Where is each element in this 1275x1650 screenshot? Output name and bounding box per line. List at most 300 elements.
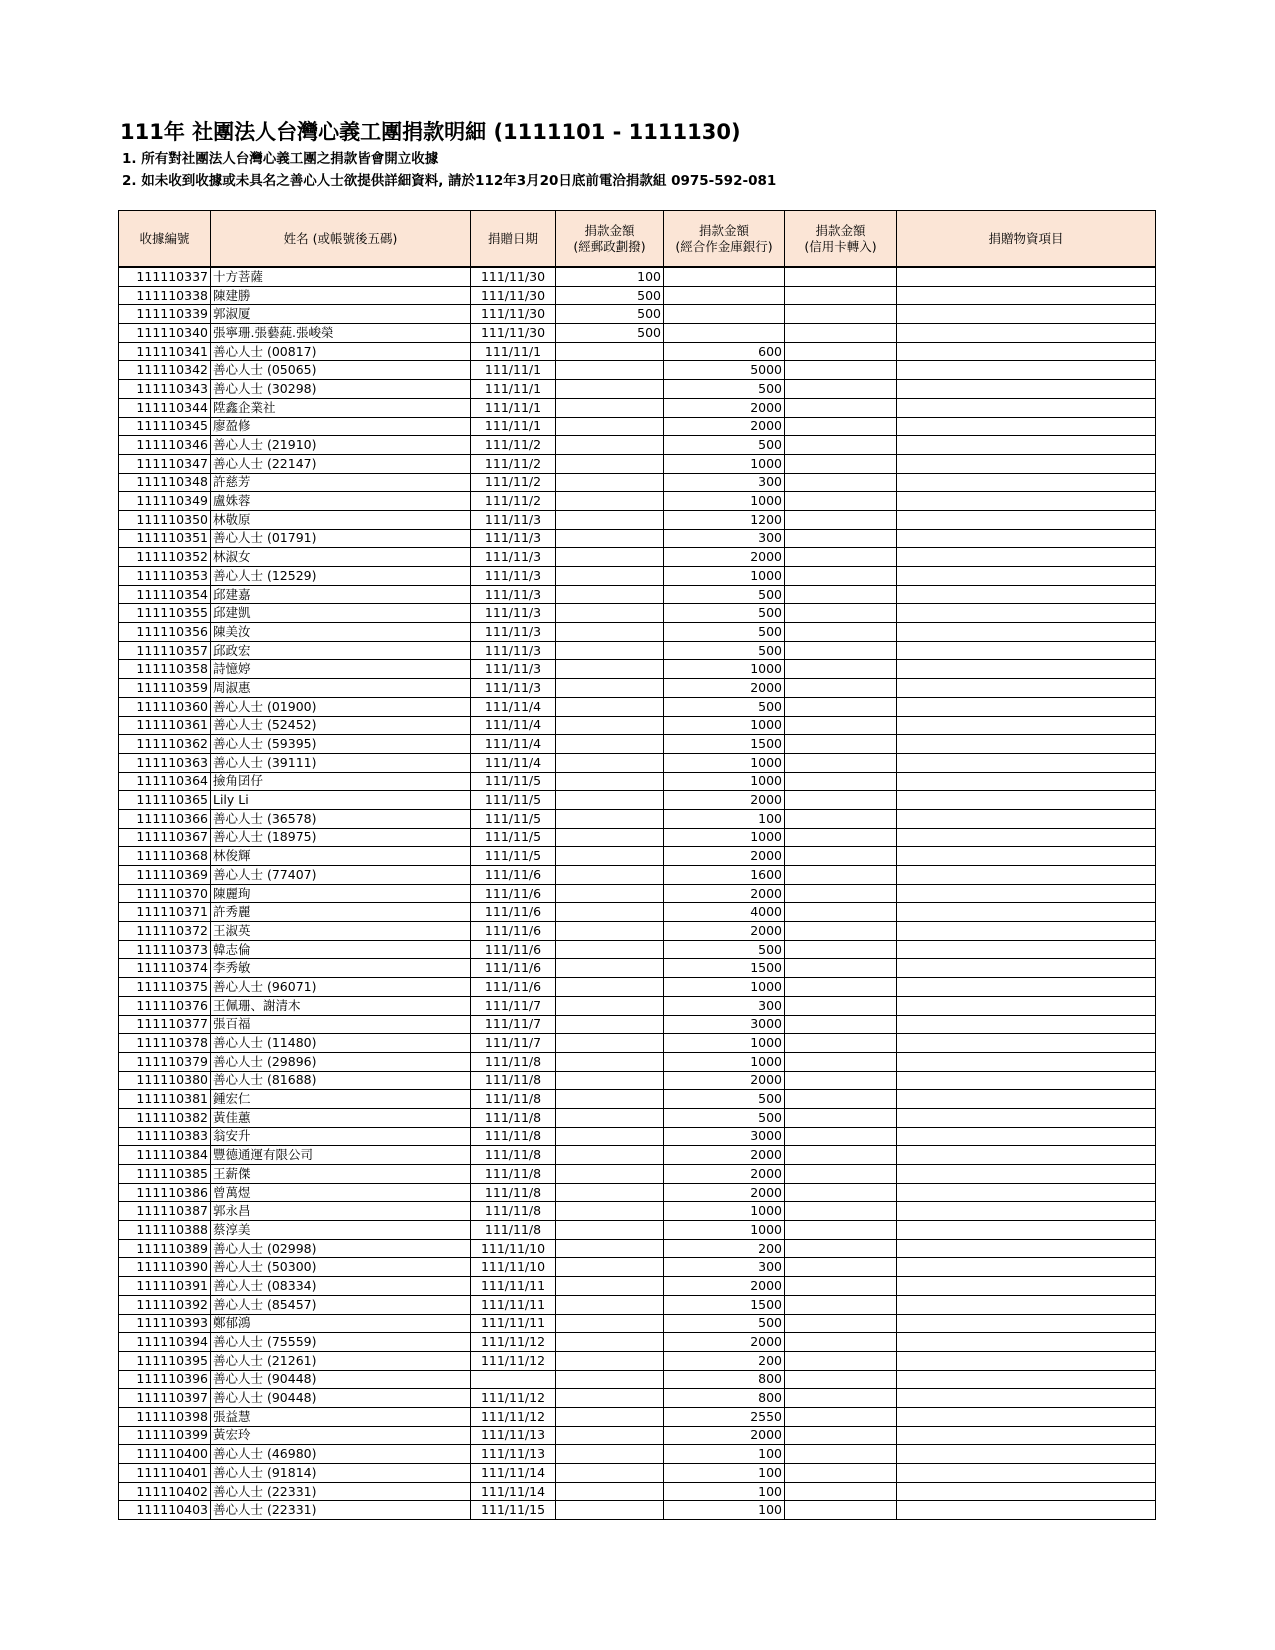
cell-date: 111/11/2 <box>471 492 556 511</box>
cell-bank-amount: 500 <box>664 641 785 660</box>
cell-receipt-no: 111110359 <box>119 679 211 698</box>
note-contact: 2. 如未收到收據或未具名之善心人士欲提供詳細資料, 請於112年3月20日底前電洽捐款組 0975-592-081 <box>122 173 777 189</box>
cell-bank-amount: 1000 <box>664 772 785 791</box>
cell-name: 善心人士 (50300) <box>211 1258 471 1277</box>
cell-postal-amount <box>556 1351 664 1370</box>
cell-postal-amount <box>556 1445 664 1464</box>
cell-bank-amount: 500 <box>664 585 785 604</box>
table-row <box>119 753 1156 772</box>
cell-bank-amount: 2000 <box>664 1333 785 1352</box>
cell-receipt-no: 111110340 <box>119 324 211 343</box>
cell-bank-amount: 200 <box>664 1351 785 1370</box>
cell-bank-amount: 1000 <box>664 716 785 735</box>
cell-date: 111/11/3 <box>471 529 556 548</box>
note-receipt: 1. 所有對社團法人台灣心義工團之捐款皆會開立收據 <box>122 151 439 167</box>
cell-goods <box>897 305 1156 324</box>
cell-postal-amount <box>556 1183 664 1202</box>
cell-date: 111/11/8 <box>471 1221 556 1240</box>
cell-date: 111/11/8 <box>471 1071 556 1090</box>
cell-goods <box>897 361 1156 380</box>
cell-bank-amount: 1000 <box>664 492 785 511</box>
cell-receipt-no: 111110392 <box>119 1295 211 1314</box>
table-row <box>119 940 1156 959</box>
cell-postal-amount <box>556 978 664 997</box>
cell-name: 善心人士 (22331) <box>211 1501 471 1520</box>
table-row <box>119 1389 1156 1408</box>
cell-goods <box>897 1501 1156 1520</box>
cell-card-amount <box>785 324 897 343</box>
table-row <box>119 1370 1156 1389</box>
cell-postal-amount <box>556 1034 664 1053</box>
cell-date: 111/11/6 <box>471 959 556 978</box>
cell-postal-amount <box>556 1071 664 1090</box>
cell-name: 陳麗珣 <box>211 884 471 903</box>
cell-card-amount <box>785 1501 897 1520</box>
cell-goods <box>897 828 1156 847</box>
table-row <box>119 1202 1156 1221</box>
cell-receipt-no: 111110344 <box>119 398 211 417</box>
cell-name: 邱政宏 <box>211 641 471 660</box>
table-row <box>119 1239 1156 1258</box>
cell-card-amount <box>785 1277 897 1296</box>
cell-bank-amount: 5000 <box>664 361 785 380</box>
cell-date: 111/11/5 <box>471 828 556 847</box>
cell-card-amount <box>785 1127 897 1146</box>
table-row <box>119 1165 1156 1184</box>
cell-date: 111/11/1 <box>471 342 556 361</box>
cell-card-amount <box>785 1090 897 1109</box>
cell-name: 王佩珊、謝清木 <box>211 996 471 1015</box>
cell-name: 善心人士 (22147) <box>211 454 471 473</box>
cell-bank-amount: 300 <box>664 473 785 492</box>
cell-date: 111/11/3 <box>471 585 556 604</box>
cell-card-amount <box>785 380 897 399</box>
cell-card-amount <box>785 716 897 735</box>
cell-date: 111/11/11 <box>471 1314 556 1333</box>
cell-receipt-no: 111110378 <box>119 1034 211 1053</box>
cell-card-amount <box>785 1426 897 1445</box>
cell-postal-amount <box>556 1015 664 1034</box>
table-row <box>119 1277 1156 1296</box>
cell-bank-amount: 500 <box>664 436 785 455</box>
cell-bank-amount: 100 <box>664 1501 785 1520</box>
cell-card-amount <box>785 1146 897 1165</box>
table-row <box>119 1258 1156 1277</box>
cell-date: 111/11/7 <box>471 1034 556 1053</box>
cell-bank-amount: 1000 <box>664 454 785 473</box>
col-header-receipt-no: 收據編號 <box>119 211 211 268</box>
table-row <box>119 305 1156 324</box>
cell-postal-amount <box>556 1052 664 1071</box>
cell-card-amount <box>785 567 897 586</box>
cell-date: 111/11/8 <box>471 1146 556 1165</box>
table-row <box>119 286 1156 305</box>
cell-name: 韓志倫 <box>211 940 471 959</box>
cell-card-amount <box>785 1034 897 1053</box>
cell-card-amount <box>785 791 897 810</box>
table-row <box>119 772 1156 791</box>
cell-bank-amount: 100 <box>664 809 785 828</box>
table-row <box>119 1015 1156 1034</box>
cell-date: 111/11/10 <box>471 1239 556 1258</box>
table-row <box>119 567 1156 586</box>
cell-goods <box>897 1277 1156 1296</box>
cell-postal-amount <box>556 1295 664 1314</box>
cell-receipt-no: 111110345 <box>119 417 211 436</box>
cell-name: 善心人士 (22331) <box>211 1482 471 1501</box>
cell-goods <box>897 473 1156 492</box>
cell-card-amount <box>785 753 897 772</box>
cell-date: 111/11/13 <box>471 1445 556 1464</box>
cell-name: 邱建凱 <box>211 604 471 623</box>
cell-goods <box>897 510 1156 529</box>
cell-postal-amount <box>556 1426 664 1445</box>
cell-receipt-no: 111110376 <box>119 996 211 1015</box>
cell-goods <box>897 791 1156 810</box>
cell-date: 111/11/3 <box>471 623 556 642</box>
cell-postal-amount <box>556 1482 664 1501</box>
cell-receipt-no: 111110350 <box>119 510 211 529</box>
cell-postal-amount <box>556 1314 664 1333</box>
cell-receipt-no: 111110384 <box>119 1146 211 1165</box>
cell-date: 111/11/12 <box>471 1351 556 1370</box>
cell-name: 善心人士 (77407) <box>211 866 471 885</box>
cell-postal-amount <box>556 1464 664 1483</box>
cell-goods <box>897 1351 1156 1370</box>
cell-receipt-no: 111110375 <box>119 978 211 997</box>
cell-card-amount <box>785 436 897 455</box>
cell-bank-amount: 600 <box>664 342 785 361</box>
col-header-goods: 捐贈物資項目 <box>897 211 1156 268</box>
cell-postal-amount <box>556 1277 664 1296</box>
cell-card-amount <box>785 1183 897 1202</box>
cell-name: 陳建勝 <box>211 286 471 305</box>
cell-date: 111/11/7 <box>471 996 556 1015</box>
cell-goods <box>897 753 1156 772</box>
cell-card-amount <box>785 1389 897 1408</box>
cell-card-amount <box>785 660 897 679</box>
cell-bank-amount: 4000 <box>664 903 785 922</box>
cell-goods <box>897 641 1156 660</box>
cell-receipt-no: 111110349 <box>119 492 211 511</box>
cell-postal-amount <box>556 436 664 455</box>
cell-receipt-no: 111110383 <box>119 1127 211 1146</box>
cell-goods <box>897 959 1156 978</box>
cell-bank-amount: 1000 <box>664 828 785 847</box>
cell-name: 林敬原 <box>211 510 471 529</box>
col-header-card-amount: 捐款金額 (信用卡轉入) <box>785 211 897 268</box>
cell-bank-amount: 500 <box>664 604 785 623</box>
cell-date: 111/11/6 <box>471 884 556 903</box>
cell-receipt-no: 111110365 <box>119 791 211 810</box>
cell-date: 111/11/3 <box>471 641 556 660</box>
cell-card-amount <box>785 903 897 922</box>
cell-bank-amount: 2000 <box>664 1071 785 1090</box>
cell-receipt-no: 111110391 <box>119 1277 211 1296</box>
cell-name: 善心人士 (11480) <box>211 1034 471 1053</box>
cell-card-amount <box>785 922 897 941</box>
cell-date: 111/11/5 <box>471 791 556 810</box>
cell-receipt-no: 111110367 <box>119 828 211 847</box>
cell-receipt-no: 111110395 <box>119 1351 211 1370</box>
cell-date: 111/11/6 <box>471 903 556 922</box>
cell-goods <box>897 922 1156 941</box>
cell-goods <box>897 866 1156 885</box>
cell-postal-amount <box>556 342 664 361</box>
cell-card-amount <box>785 417 897 436</box>
table-row <box>119 735 1156 754</box>
cell-receipt-no: 111110397 <box>119 1389 211 1408</box>
cell-card-amount <box>785 286 897 305</box>
cell-receipt-no: 111110356 <box>119 623 211 642</box>
cell-goods <box>897 1445 1156 1464</box>
cell-postal-amount <box>556 604 664 623</box>
cell-postal-amount <box>556 1221 664 1240</box>
cell-receipt-no: 111110366 <box>119 809 211 828</box>
cell-name: 善心人士 (39111) <box>211 753 471 772</box>
cell-bank-amount: 500 <box>664 940 785 959</box>
cell-date: 111/11/2 <box>471 473 556 492</box>
table-row <box>119 1333 1156 1352</box>
cell-bank-amount: 300 <box>664 1258 785 1277</box>
cell-name: 張百福 <box>211 1015 471 1034</box>
cell-card-amount <box>785 1370 897 1389</box>
cell-name: 善心人士 (96071) <box>211 978 471 997</box>
cell-postal-amount <box>556 567 664 586</box>
cell-postal-amount: 100 <box>556 267 664 286</box>
cell-date: 111/11/8 <box>471 1127 556 1146</box>
cell-goods <box>897 1464 1156 1483</box>
cell-date: 111/11/4 <box>471 716 556 735</box>
cell-name: 善心人士 (00817) <box>211 342 471 361</box>
cell-card-amount <box>785 847 897 866</box>
cell-goods <box>897 398 1156 417</box>
cell-receipt-no: 111110401 <box>119 1464 211 1483</box>
cell-date: 111/11/6 <box>471 866 556 885</box>
cell-card-amount <box>785 454 897 473</box>
cell-date: 111/11/30 <box>471 305 556 324</box>
cell-receipt-no: 111110346 <box>119 436 211 455</box>
cell-goods <box>897 492 1156 511</box>
cell-date: 111/11/5 <box>471 809 556 828</box>
cell-bank-amount <box>664 286 785 305</box>
cell-date: 111/11/7 <box>471 1015 556 1034</box>
cell-name: 善心人士 (75559) <box>211 1333 471 1352</box>
table-row <box>119 1127 1156 1146</box>
cell-date: 111/11/8 <box>471 1052 556 1071</box>
cell-postal-amount <box>556 398 664 417</box>
cell-name: 郭淑厦 <box>211 305 471 324</box>
cell-name: 善心人士 (08334) <box>211 1277 471 1296</box>
cell-card-amount <box>785 1407 897 1426</box>
table-row <box>119 679 1156 698</box>
cell-bank-amount: 2550 <box>664 1407 785 1426</box>
cell-receipt-no: 111110368 <box>119 847 211 866</box>
cell-receipt-no: 111110374 <box>119 959 211 978</box>
cell-goods <box>897 1034 1156 1053</box>
cell-name: 善心人士 (52452) <box>211 716 471 735</box>
cell-name: Lily Li <box>211 791 471 810</box>
cell-name: 周淑惠 <box>211 679 471 698</box>
cell-name: 翁安升 <box>211 1127 471 1146</box>
cell-card-amount <box>785 492 897 511</box>
cell-bank-amount: 1000 <box>664 978 785 997</box>
cell-postal-amount <box>556 866 664 885</box>
cell-date: 111/11/8 <box>471 1108 556 1127</box>
cell-name: 陞鑫企業社 <box>211 398 471 417</box>
cell-card-amount <box>785 996 897 1015</box>
cell-date: 111/11/14 <box>471 1464 556 1483</box>
cell-name: 許秀麗 <box>211 903 471 922</box>
cell-postal-amount <box>556 735 664 754</box>
col-header-postal-amount: 捐款金額 (經郵政劃撥) <box>556 211 664 268</box>
cell-bank-amount: 1200 <box>664 510 785 529</box>
table-row <box>119 697 1156 716</box>
table-row <box>119 847 1156 866</box>
table-row <box>119 324 1156 343</box>
cell-postal-amount <box>556 529 664 548</box>
cell-date: 111/11/12 <box>471 1407 556 1426</box>
cell-card-amount <box>785 1333 897 1352</box>
cell-card-amount <box>785 398 897 417</box>
cell-postal-amount <box>556 697 664 716</box>
cell-postal-amount <box>556 492 664 511</box>
cell-name: 善心人士 (21910) <box>211 436 471 455</box>
cell-receipt-no: 111110369 <box>119 866 211 885</box>
cell-card-amount <box>785 641 897 660</box>
cell-receipt-no: 111110352 <box>119 548 211 567</box>
cell-receipt-no: 111110394 <box>119 1333 211 1352</box>
cell-receipt-no: 111110363 <box>119 753 211 772</box>
cell-bank-amount: 1000 <box>664 1221 785 1240</box>
cell-goods <box>897 1426 1156 1445</box>
cell-bank-amount: 3000 <box>664 1127 785 1146</box>
cell-postal-amount <box>556 548 664 567</box>
cell-name: 善心人士 (81688) <box>211 1071 471 1090</box>
cell-receipt-no: 111110382 <box>119 1108 211 1127</box>
cell-bank-amount <box>664 267 785 286</box>
cell-name: 盧姝蓉 <box>211 492 471 511</box>
cell-postal-amount <box>556 903 664 922</box>
cell-card-amount <box>785 735 897 754</box>
cell-card-amount <box>785 772 897 791</box>
col-header-date: 捐贈日期 <box>471 211 556 268</box>
cell-bank-amount: 2000 <box>664 1426 785 1445</box>
cell-goods <box>897 529 1156 548</box>
cell-bank-amount: 1500 <box>664 735 785 754</box>
cell-date: 111/11/8 <box>471 1090 556 1109</box>
cell-receipt-no: 111110357 <box>119 641 211 660</box>
table-body <box>119 267 1156 1520</box>
cell-postal-amount <box>556 1389 664 1408</box>
cell-card-amount <box>785 809 897 828</box>
cell-name: 十方菩薩 <box>211 267 471 286</box>
table-row <box>119 1407 1156 1426</box>
table-row <box>119 1090 1156 1109</box>
cell-date: 111/11/1 <box>471 380 556 399</box>
cell-card-amount <box>785 679 897 698</box>
col-header-bank-amount: 捐款金額 (經合作金庫銀行) <box>664 211 785 268</box>
cell-date: 111/11/11 <box>471 1277 556 1296</box>
table-row <box>119 1426 1156 1445</box>
cell-receipt-no: 111110348 <box>119 473 211 492</box>
cell-bank-amount: 100 <box>664 1464 785 1483</box>
cell-name: 郭永昌 <box>211 1202 471 1221</box>
cell-date: 111/11/4 <box>471 753 556 772</box>
cell-receipt-no: 111110379 <box>119 1052 211 1071</box>
cell-postal-amount <box>556 1501 664 1520</box>
cell-receipt-no: 111110372 <box>119 922 211 941</box>
cell-date: 111/11/12 <box>471 1333 556 1352</box>
cell-postal-amount: 500 <box>556 324 664 343</box>
cell-receipt-no: 111110354 <box>119 585 211 604</box>
table-row <box>119 641 1156 660</box>
cell-name: 豐德通運有限公司 <box>211 1146 471 1165</box>
cell-goods <box>897 1295 1156 1314</box>
cell-receipt-no: 111110390 <box>119 1258 211 1277</box>
table-row <box>119 1183 1156 1202</box>
table-row <box>119 791 1156 810</box>
cell-goods <box>897 342 1156 361</box>
table-row <box>119 884 1156 903</box>
cell-name: 王淑英 <box>211 922 471 941</box>
cell-postal-amount <box>556 679 664 698</box>
table-row <box>119 660 1156 679</box>
cell-name: 善心人士 (36578) <box>211 809 471 828</box>
cell-date: 111/11/10 <box>471 1258 556 1277</box>
table-row <box>119 342 1156 361</box>
cell-date: 111/11/2 <box>471 454 556 473</box>
cell-card-amount <box>785 1239 897 1258</box>
cell-postal-amount <box>556 1127 664 1146</box>
table-row <box>119 1034 1156 1053</box>
cell-date: 111/11/3 <box>471 567 556 586</box>
cell-card-amount <box>785 548 897 567</box>
cell-name: 善心人士 (01791) <box>211 529 471 548</box>
cell-card-amount <box>785 1015 897 1034</box>
cell-receipt-no: 111110402 <box>119 1482 211 1501</box>
cell-goods <box>897 809 1156 828</box>
cell-goods <box>897 903 1156 922</box>
cell-postal-amount <box>556 417 664 436</box>
cell-postal-amount <box>556 1258 664 1277</box>
cell-goods <box>897 1052 1156 1071</box>
cell-card-amount <box>785 1445 897 1464</box>
cell-postal-amount: 500 <box>556 286 664 305</box>
cell-goods <box>897 679 1156 698</box>
cell-name: 善心人士 (59395) <box>211 735 471 754</box>
table-row <box>119 716 1156 735</box>
cell-name: 黃佳蕙 <box>211 1108 471 1127</box>
table-row <box>119 1221 1156 1240</box>
cell-date: 111/11/8 <box>471 1165 556 1184</box>
cell-bank-amount: 1000 <box>664 1034 785 1053</box>
cell-date: 111/11/6 <box>471 978 556 997</box>
cell-bank-amount <box>664 305 785 324</box>
cell-goods <box>897 1146 1156 1165</box>
cell-bank-amount: 3000 <box>664 1015 785 1034</box>
cell-bank-amount: 2000 <box>664 417 785 436</box>
cell-postal-amount <box>556 623 664 642</box>
cell-receipt-no: 111110387 <box>119 1202 211 1221</box>
cell-goods <box>897 1015 1156 1034</box>
cell-card-amount <box>785 604 897 623</box>
cell-goods <box>897 548 1156 567</box>
cell-card-amount <box>785 828 897 847</box>
cell-card-amount <box>785 884 897 903</box>
cell-postal-amount <box>556 660 664 679</box>
cell-receipt-no: 111110364 <box>119 772 211 791</box>
